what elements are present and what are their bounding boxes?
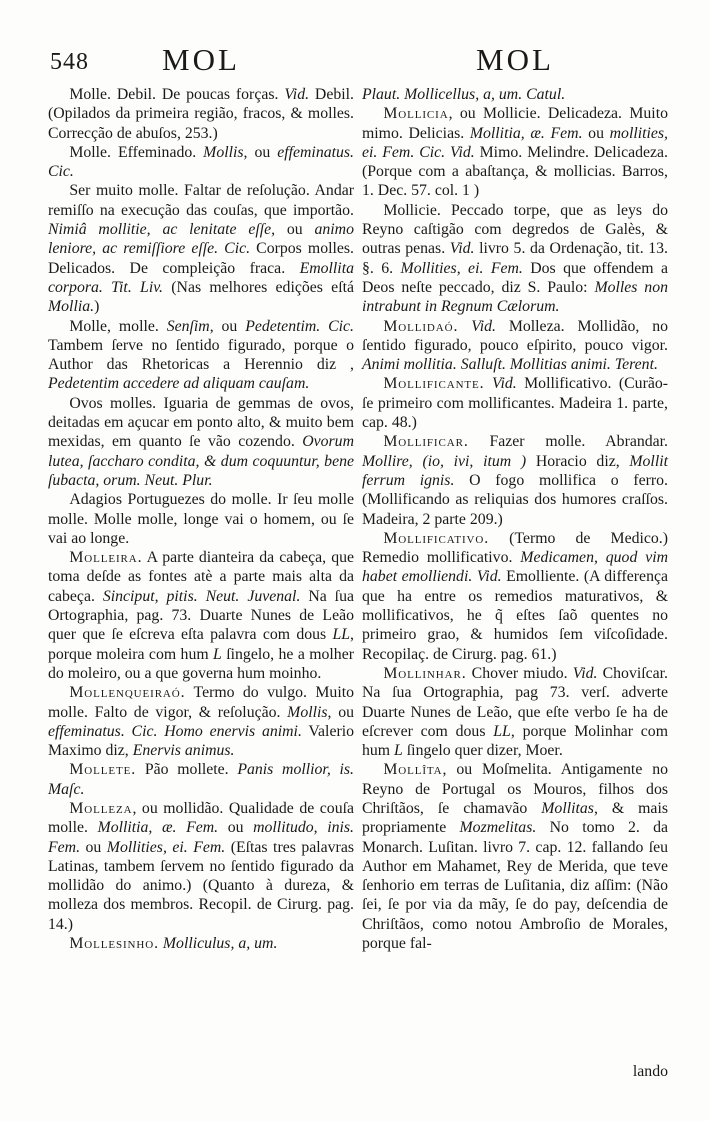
text-segment: Mozmelitas. — [459, 819, 537, 837]
dictionary-entry — [48, 394, 354, 490]
text-segment: (Termo de Medico.) Remedio mollificativo. — [362, 529, 668, 567]
text-segment: , ou — [243, 143, 278, 161]
dictionary-entry — [362, 432, 668, 528]
text-segment: animo leniore, ac remiſſiore eſſe. Cic. — [48, 221, 354, 258]
text-segment: , porque Molinhar com hum — [362, 722, 668, 760]
text-segment: O fogo mollifica o ferro. (Mollificando as reliquias dos humores craſſos. Madeira, 2 parte 209.) — [362, 471, 668, 528]
text-segment: effeminatus. Cic. Homo enervis animi. — [48, 722, 302, 740]
text-segment: L — [213, 645, 222, 663]
dictionary-entry — [362, 374, 668, 432]
text-segment: Valerio Maximo diz, — [48, 722, 355, 760]
dictionary-entry — [362, 317, 668, 375]
text-segment: Tambem ſerve no ſentido figurado, porque o Author das Rhetoricas a Herennio diz , — [48, 336, 354, 374]
text-segment: Mollit ferrum ignis. — [362, 452, 668, 489]
text-segment: ou — [218, 819, 254, 837]
text-segment: Ovos molles. Iguaria de gemmas de ovos, deitadas em açucar em ponto alto, & muito bem mexidas, em quanto ſe vão cozendo. — [48, 394, 354, 451]
text-segment: Emollita corpora. Tit. Liv. — [48, 259, 354, 296]
entry-headword: Molleira. — [69, 549, 143, 567]
text-segment: Mollia. — [48, 298, 95, 316]
text-segment — [485, 375, 492, 392]
text-segment: ou — [582, 124, 610, 142]
text-segment: ) — [94, 298, 100, 316]
text-segment: Ovorum lutea, ſaccharo condita, & dum coquuntur, bene ſubacta, orum. Neut. Plur. — [48, 433, 354, 489]
dictionary-entry — [362, 201, 668, 317]
dictionary-entry — [48, 181, 354, 316]
text-segment: Pedetentim accedere ad aliquam cauſam. — [48, 375, 310, 393]
catchword: lando — [632, 1063, 668, 1080]
entry-headword: Mollicia — [383, 105, 449, 123]
text-segment: , ou — [209, 317, 246, 335]
text-segment: Nimiâ mollitie, ac lenitate eſſe, — [48, 221, 276, 239]
text-segment: Pedetentim. Cic. — [245, 317, 354, 335]
text-segment: Mollities, ei. Fem. — [106, 838, 226, 856]
right-column — [362, 85, 668, 953]
left-column — [48, 85, 354, 953]
text-segment: (Nas melhores edições eſtá — [163, 278, 354, 296]
text-segment: Molleza. Mollidão, no ſentido figurado, pouco eſpirito, pouco vigor. — [362, 317, 669, 354]
entry-headword: Mollete. — [69, 761, 137, 779]
dictionary-entry — [48, 490, 354, 548]
text-segment: Mimo. Melindre. Delicadeza. (Porque com a abaſtança, & mollicias. Barros, 1. Dec. 57. col. 1 ) — [362, 143, 668, 200]
text-segment: Corpos molles. Delicados. De compleição fraca. — [48, 240, 354, 277]
text-segment: Mollire, (io, ivi, itum ) — [362, 452, 527, 470]
text-segment: Plaut. Mollicellus, a, um. Catul. — [362, 86, 566, 103]
text-segment: mollitudo, inis. Fem. — [48, 819, 354, 856]
entry-headword: Mollificativo. — [383, 529, 490, 547]
text-segment: Horacio diz, — [526, 452, 630, 470]
text-segment: Choviſcar. Na ſua Ortographia, pag 73. verſ. adverte Duarte Nunes de Leão, que eſte verbo ſe ha de eſcrever com dous — [362, 664, 668, 740]
text-segment: Ser muito molle. Faltar de reſolução. Andar remiſſo na execução das couſas, que importão. — [48, 182, 354, 219]
text-segment: No tomo 2. da Monarch. Luſitan. livro 7. cap. 12. fallando ſeu Author em Mahamet, Rey de Merida, que teve ſenhorio em terras de Luſitania, diz aſſim: (Não ſei, ſe por via da mãy, ſe do pay, deſcendia de Chriſtãos, como notou Ambroſio de Morales, porque fal- — [362, 819, 668, 953]
dictionary-entry — [48, 683, 354, 760]
dictionary-entry — [48, 760, 354, 799]
dictionary-entry — [362, 85, 668, 104]
text-segment: , ou — [327, 703, 354, 721]
entry-headword: Mollinhar. — [383, 664, 467, 682]
text-segment: Vid. — [284, 86, 310, 103]
dictionary-entry — [362, 529, 668, 664]
page-number: 548 — [50, 49, 89, 75]
text-segment: ou — [80, 838, 107, 856]
text-segment: Molle, molle. — [69, 317, 167, 335]
text-segment: , ou Moſmelita. Antigamente no Reyno de Portugal os Mouros, filhos dos Chriſtãos, ſe chamavão — [362, 761, 668, 817]
text-segment: Mollitas — [541, 799, 594, 817]
entry-headword: Mollenqueiraó. — [69, 684, 186, 702]
text-segment: Medicamen, quod vim habet emolliendi. Vid. — [362, 549, 669, 586]
text-segment: Molle. Effeminado. — [69, 143, 204, 161]
entry-headword: Mollîta — [383, 761, 443, 779]
text-segment: Mollicie. Peccado torpe, que as leys do Reyno caſtigão com degredos de Galès, & outras penas. — [362, 201, 668, 258]
text-segment: Panis mollior, is. Maſc. — [48, 761, 354, 798]
text-segment: Molle. Debil. De poucas forças. — [69, 86, 285, 103]
text-segment: Mollities, ei. Fem. — [400, 259, 523, 277]
running-head-right: MOL — [476, 42, 554, 77]
dictionary-entry — [362, 760, 668, 953]
dictionary-entry — [48, 548, 354, 683]
text-segment: Mollis — [287, 703, 328, 721]
text-segment: Mollificativo. (Curão-ſe primeiro com mollificantes. Madeira 1. parte, cap. 48.) — [362, 375, 668, 432]
entry-headword: Mollificar. — [383, 433, 469, 451]
text-segment: , & mais propriamente — [362, 799, 668, 837]
dictionary-entry — [48, 85, 354, 143]
text-segment: Dos que offendem a Deos neſte peccado, diz S. Paulo: — [362, 259, 669, 296]
text-segment: Debil. (Opilados da primeira região, fracos, & molles. Correcção de abuſos, 253.) — [48, 86, 354, 142]
text-segment: Senſim — [166, 317, 210, 335]
text-segment: Vid. — [449, 240, 475, 258]
text-segment: LL — [332, 626, 351, 644]
entry-headword: Mollificante. — [383, 375, 485, 393]
entry-headword: Molleza — [69, 799, 133, 817]
text-segment: Vid. — [491, 375, 517, 393]
entry-headword: Mollesinho. — [69, 935, 159, 953]
text-segment: Fazer molle. Abrandar. — [468, 433, 668, 451]
text-segment: ſingelo quer dizer, Moer. — [402, 742, 563, 760]
text-segment: Mollitia, æ. Fem. — [469, 124, 583, 142]
text-segment: LL — [493, 722, 511, 740]
dictionary-entry — [362, 104, 668, 200]
dictionary-entry — [362, 664, 668, 760]
text-segment: (Eſtas tres palavras Latinas, tambem ſervem no ſentido figurado da mollidão do animo.) (Quanto à dureza, & molleza dos membros. Recopil. de Cirurg. pag. 14.) — [48, 838, 354, 933]
text-segment: Adagios Portuguezes do molle. Ir ſeu molle molle. Molle molle, longe vai o homem, ou ſe vai ao longe. — [48, 491, 354, 547]
text-segment: Chover miudo. — [466, 664, 573, 682]
text-segment: A parte dianteira da cabeça, que toma deſde as fontes atè a parte mais alta da cabeça. — [48, 549, 354, 605]
entry-headword: Mollidaó. — [383, 317, 459, 335]
text-segment: Vid. — [572, 664, 598, 682]
text-segment: Termo do vulgo. Muito molle. Falto de vigor, & reſolução. — [48, 684, 354, 721]
text-segment: Mollis — [203, 143, 244, 161]
dictionary-entry — [48, 317, 354, 394]
text-segment: ſingelo, he a molher do moleiro, ou a que governa hum moinho. — [48, 645, 354, 682]
text-segment: , ou Mollicie. Delicadeza. Muito mimo. Delicias. — [362, 105, 668, 142]
text-segment: Mollitia, æ. Fem. — [97, 819, 219, 837]
text-segment: effeminatus. Cic. — [48, 143, 354, 181]
text-segment: Molliculus, a, um. — [162, 935, 278, 953]
dictionary-entry — [48, 799, 354, 934]
text-segment: Na ſua Ortographia, pag. 73. Duarte Nunes de Leão quer que ſe eſcreva eſta palavra com dous — [48, 587, 354, 644]
dictionary-entry — [48, 143, 354, 182]
text-segment: Sinciput, pitis. Neut. Juvenal. — [102, 587, 301, 605]
text-segment: Emolliente. (A differença que ha entre os remedios maturativos, & mollificativos, he q̃ eſtes ſaõ quentes no primeiro grao, & humidos ſem viſcoſidade. Recopilaç. de Cirurg. pag. 61.) — [362, 568, 668, 663]
text-segment: Molles non intrabunt in Regnum Cælorum. — [362, 278, 668, 316]
text-segment — [458, 318, 471, 335]
text-segment: Vid. — [471, 317, 496, 335]
dictionary-entry — [48, 934, 354, 953]
text-segment: ou — [275, 221, 315, 239]
text-segment: mollities, ei. Fem. Cic. Vid. — [362, 124, 668, 161]
text-segment: Enervis animus. — [132, 742, 235, 760]
text-segment: Pão mollete. — [136, 761, 238, 779]
text-segment: livro 5. da Ordenação, tit. 13. §. 6. — [362, 240, 669, 277]
text-segment: L — [394, 742, 403, 760]
text-segment: , porque moleira com hum — [48, 626, 354, 663]
text-segment: , ou mollidão. Qualidade de couſa molle. — [48, 799, 354, 837]
running-head-left: MOL — [162, 42, 240, 77]
text-segment: Animi mollitia. Salluſt. Mollitias animi. Terent. — [362, 356, 658, 374]
